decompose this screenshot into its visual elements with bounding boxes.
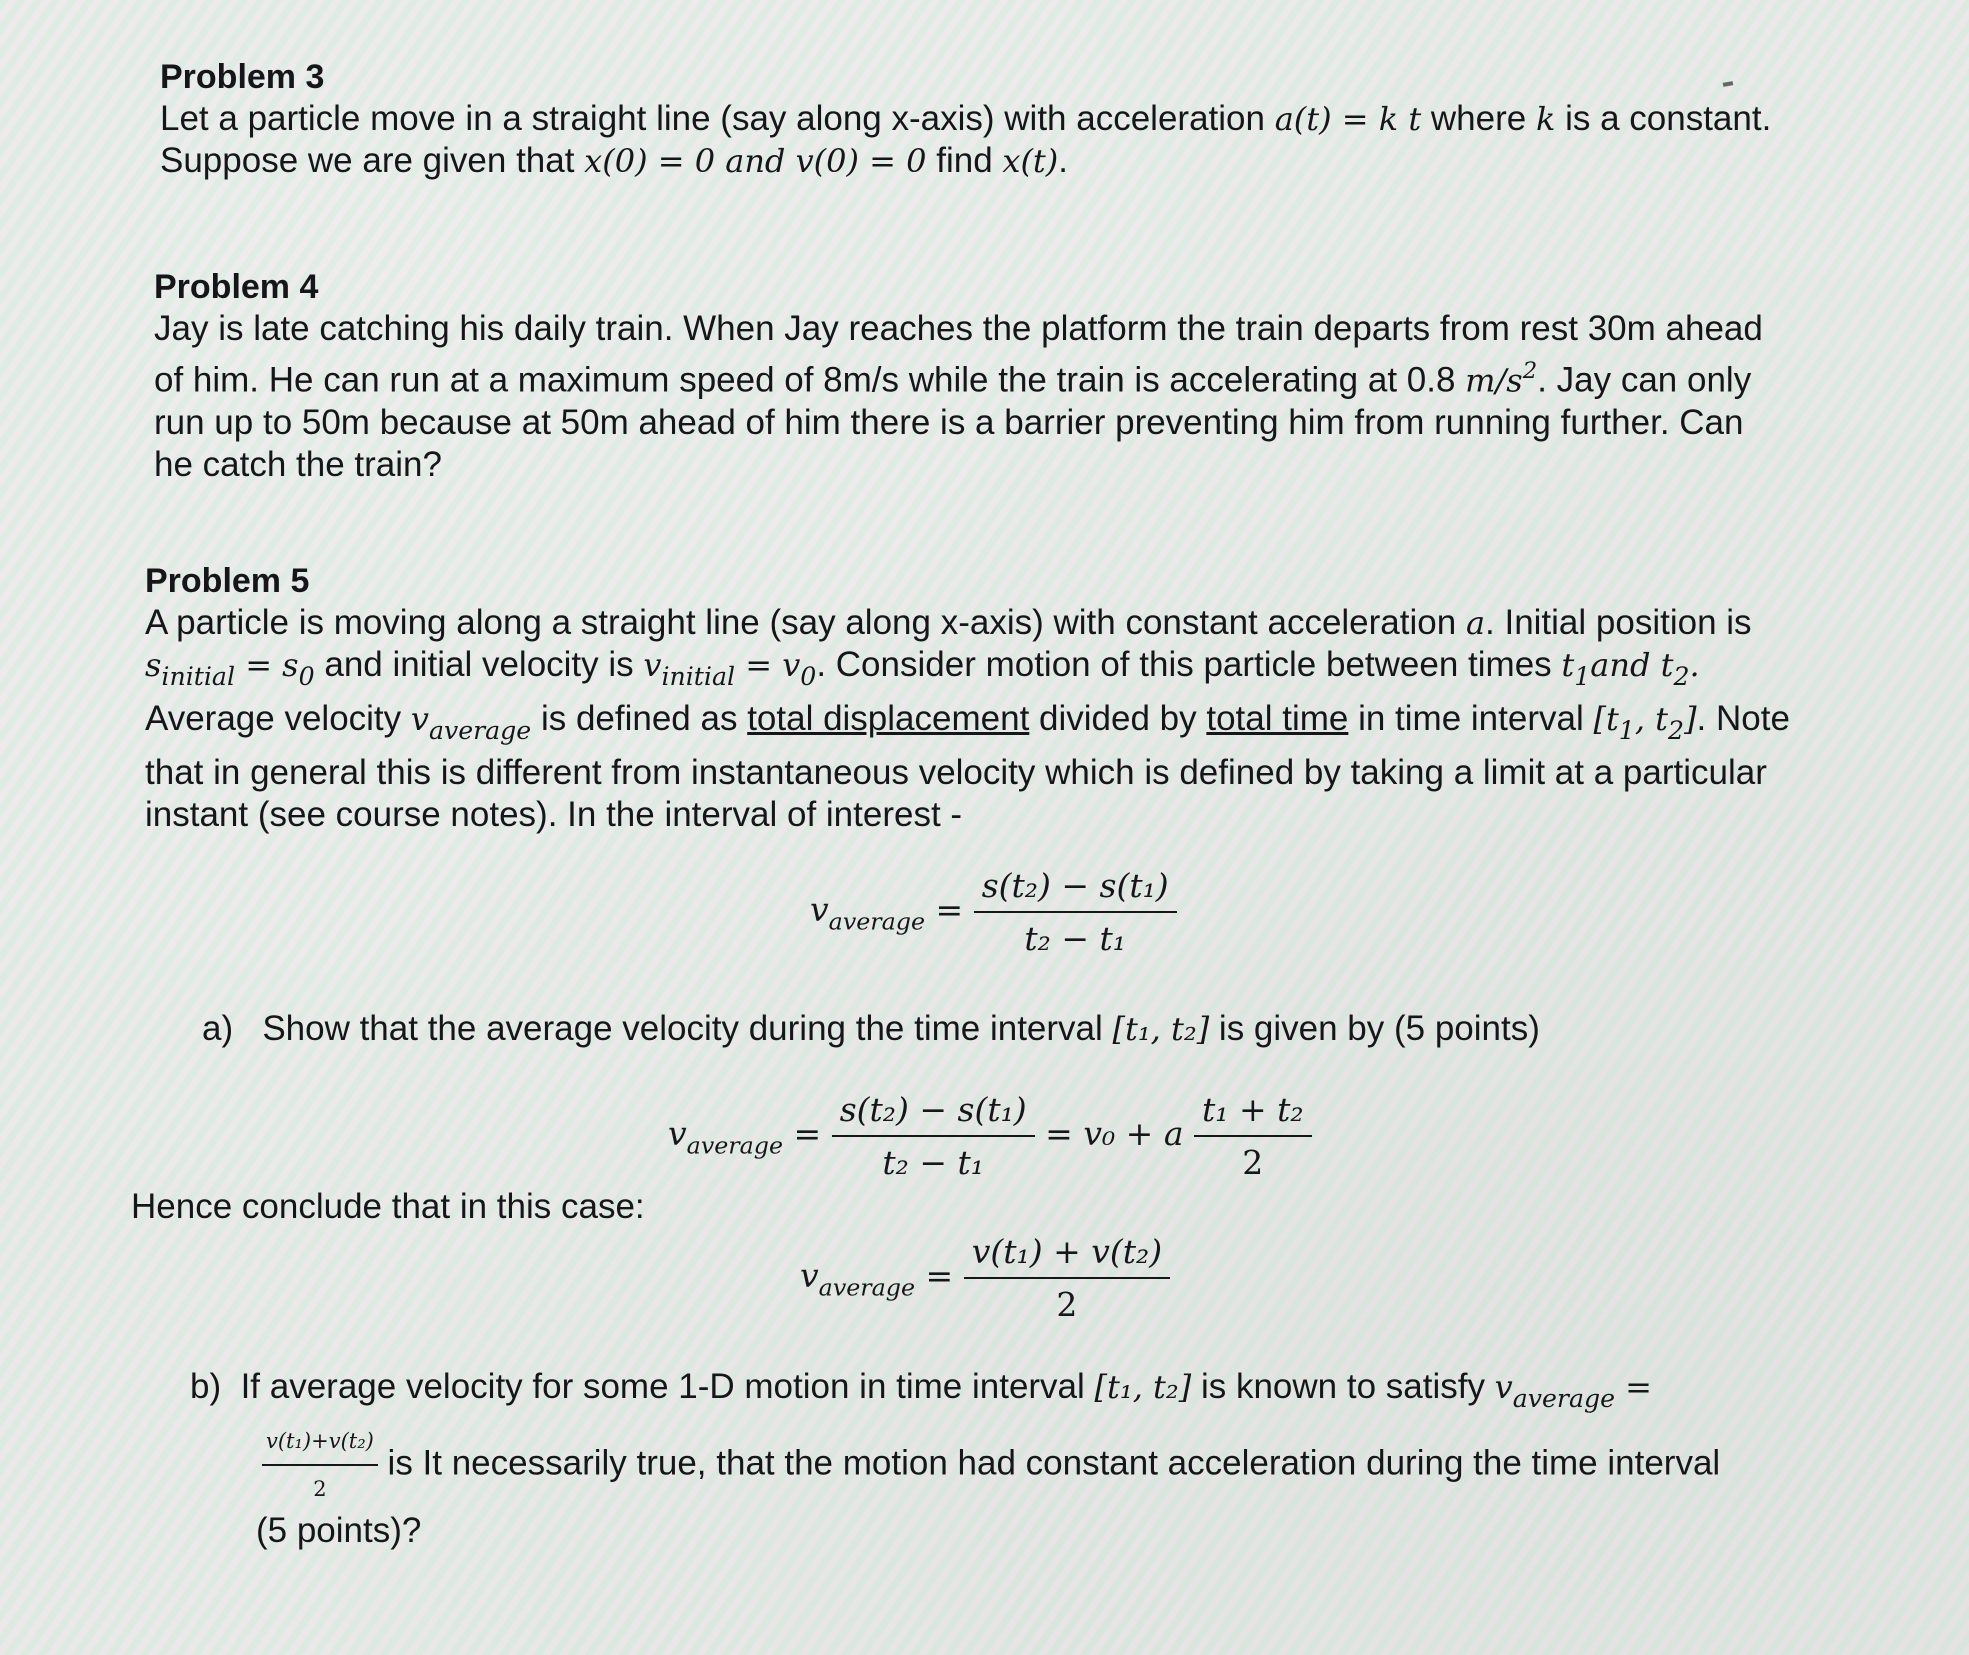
problem-5-text: divided by <box>1029 698 1207 738</box>
problem-3-title: Problem 3 <box>160 58 325 96</box>
problem-5-line-2 <box>145 644 1790 698</box>
part-b-text: If average velocity for some 1-D motion in time interval <box>240 1367 1095 1406</box>
problem-3-text: . <box>1058 141 1068 180</box>
one-subscript: 1 <box>1574 661 1591 691</box>
time-interval: [t₁, t₂] <box>1112 1010 1210 1048</box>
fraction <box>832 1090 1035 1182</box>
part-b-line-3: (5 points)? <box>256 1510 422 1550</box>
time-interval: [t₁, t₂] <box>1094 1368 1192 1406</box>
part-a <box>202 1008 1540 1050</box>
v-symbol: v <box>643 646 662 684</box>
problem-4-text: . Jay can only <box>1537 360 1752 400</box>
problem-4 <box>154 266 1763 486</box>
problem-5-line-3 <box>145 698 1790 752</box>
problem-5-text: Average velocity <box>145 698 411 738</box>
unit-exponent: 2 <box>1522 358 1538 384</box>
average-velocity-definition <box>810 866 1177 958</box>
part-a-text: is given by (5 points) <box>1209 1009 1540 1048</box>
initial-conditions: x(0) = 0 and v(0) = 0 <box>584 142 927 180</box>
problem-4-title: Problem 4 <box>154 268 319 306</box>
fraction-denominator: t₂ − t₁ <box>882 1143 984 1182</box>
part-b-text: is known to satisfy <box>1191 1367 1495 1406</box>
problem-4-line-2 <box>154 350 1763 402</box>
problem-3-text: Let a particle move in a straight line (say along x-axis) with acceleration <box>160 99 1275 138</box>
problem-5-line-4: that in general this is different from instantaneous velocity which is defined by taking a limit at a particular <box>145 752 1767 792</box>
s-symbol: s <box>282 646 299 684</box>
problem-3 <box>160 56 1771 182</box>
problem-5-text: A particle is moving along a straight line (say along x-axis) with constant acceleration <box>145 603 1466 642</box>
average-velocity-conclusion <box>800 1232 1170 1324</box>
bracket-close: ] <box>1684 699 1697 738</box>
problem-4-line-4: he catch the train? <box>154 444 442 484</box>
average-subscript: average <box>828 907 926 936</box>
problem-4-line-1: Jay is late catching his daily train. When Jay reaches the platform the train departs from rest 30m ahead <box>154 309 1763 348</box>
fraction-denominator: 2 <box>1242 1143 1264 1182</box>
problem-5-text: . Consider motion of this particle between times <box>816 645 1562 684</box>
fraction-denominator: 2 <box>313 1476 327 1501</box>
problem-3-text: where <box>1421 99 1536 138</box>
v-symbol: v <box>782 646 801 684</box>
v-symbol: v <box>800 1256 819 1295</box>
fraction <box>974 866 1177 958</box>
inline-fraction <box>262 1420 378 1510</box>
problem-5-text: . Initial position is <box>1485 603 1752 642</box>
problem-5-line-5: instant (see course notes). In the interval of interest - <box>145 794 963 834</box>
part-b-line-2 <box>262 1420 1720 1510</box>
part-b-label: b) <box>190 1367 222 1406</box>
part-a-line <box>202 1008 1540 1050</box>
bracket-open: [ <box>1593 699 1606 738</box>
total-displacement-underlined: total displacement <box>747 698 1030 738</box>
problem-4-text: of him. He can run at a maximum speed of 8m/s while the train is accelerating at 0.8 <box>154 360 1466 400</box>
fraction-denominator: 2 <box>1056 1285 1078 1324</box>
acceleration-equation: a(t) = k t <box>1274 100 1422 138</box>
problem-4-line-3: run up to 50m because at 50m ahead of him there is a barrier preventing him from running further. Can <box>154 402 1744 442</box>
hence-line: Hence conclude that in this case: <box>131 1187 645 1226</box>
part-b-line-1 <box>190 1366 1720 1420</box>
t-symbol: t <box>1660 646 1674 684</box>
and-word: and <box>1590 646 1661 684</box>
problem-3-text: Suppose we are given that <box>160 141 585 180</box>
total-time-underlined: total time <box>1206 698 1349 738</box>
fraction-denominator: t₂ − t₁ <box>1024 919 1126 958</box>
two-subscript: 2 <box>1673 661 1690 691</box>
equals-sign: = <box>783 1114 832 1153</box>
v-symbol: v <box>410 699 429 738</box>
acceleration-unit: m/s <box>1465 361 1523 400</box>
velocity-expression: = v₀ + a <box>1034 1114 1194 1153</box>
problem-3-text: find <box>926 141 1003 180</box>
acceleration-symbol: a <box>1465 604 1486 642</box>
v-symbol: v <box>668 1114 687 1153</box>
zero-subscript: 0 <box>800 661 817 691</box>
fraction-numerator: v(t₁) + v(t₂) <box>964 1232 1170 1279</box>
comma: , <box>1634 699 1656 738</box>
problem-3-line-2 <box>160 140 1771 182</box>
s-symbol: s <box>145 646 162 684</box>
t-symbol: t <box>1605 699 1619 738</box>
problem-5 <box>145 560 1790 836</box>
fraction-numerator: v(t₁)+v(t₂) <box>262 1420 378 1466</box>
average-subscript: average <box>686 1131 784 1160</box>
two-subscript: 2 <box>1668 715 1685 745</box>
hence-text <box>131 1186 645 1228</box>
problem-5-text: is defined as <box>531 698 748 738</box>
zero-subscript: 0 <box>298 661 315 691</box>
fraction-numerator: s(t₂) − s(t₁) <box>974 866 1177 913</box>
t-symbol: t <box>1561 646 1575 684</box>
fraction-numerator: t₁ + t₂ <box>1194 1090 1312 1137</box>
problem-5-text: in time interval <box>1348 698 1594 738</box>
equals-sign: = <box>1615 1368 1652 1406</box>
part-b-text: is It necessarily true, that the motion had constant acceleration during the time interval <box>377 1443 1721 1483</box>
equals-sign: = <box>235 646 283 684</box>
equals-sign: = <box>735 646 783 684</box>
average-velocity-formula <box>668 1090 1312 1182</box>
part-b <box>190 1366 1720 1552</box>
problem-3-text: is a constant. <box>1555 99 1772 138</box>
part-a-text: Show that the average velocity during the time interval <box>262 1009 1113 1048</box>
position-function: x(t) <box>1002 142 1059 180</box>
initial-subscript: initial <box>161 661 236 691</box>
problem-5-text: and initial velocity is <box>314 645 644 684</box>
t-symbol: t <box>1655 699 1669 738</box>
one-subscript: 1 <box>1618 715 1635 745</box>
average-subscript: average <box>818 1273 916 1302</box>
average-subscript: average <box>1512 1383 1615 1413</box>
period: . <box>1689 646 1700 684</box>
problem-5-text: . Note <box>1696 698 1790 738</box>
v-symbol: v <box>810 890 829 929</box>
problem-3-line-1 <box>160 98 1771 140</box>
equals-sign: = <box>925 890 974 929</box>
fraction <box>1194 1090 1312 1182</box>
average-subscript: average <box>428 715 532 745</box>
problem-5-title: Problem 5 <box>145 562 310 600</box>
initial-subscript: initial <box>661 661 736 691</box>
equals-sign: = <box>915 1256 964 1295</box>
fraction-numerator: s(t₂) − s(t₁) <box>832 1090 1035 1137</box>
v-symbol: v <box>1494 1368 1513 1406</box>
problem-5-line-1 <box>145 602 1790 644</box>
constant-k: k <box>1535 100 1556 138</box>
part-a-label: a) <box>202 1009 234 1048</box>
fraction <box>964 1232 1170 1324</box>
